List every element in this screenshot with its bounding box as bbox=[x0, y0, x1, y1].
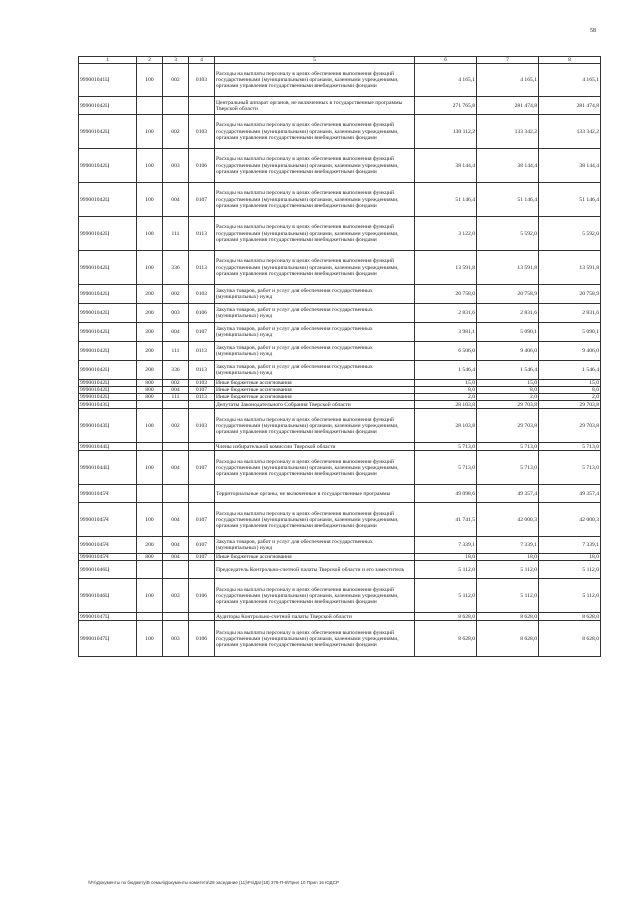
target-article-code: 999001046Ц bbox=[79, 561, 137, 579]
ministry-code bbox=[163, 613, 189, 621]
table-row bbox=[79, 443, 601, 451]
target-article-code: 999001047Ц bbox=[79, 613, 137, 621]
amount-year-2: 49 357,4 bbox=[477, 485, 539, 503]
amount-year-3: 49 357,4 bbox=[539, 485, 601, 503]
amount-year-2: 2 831,6 bbox=[477, 304, 539, 323]
target-article-code: 999001042Ц bbox=[79, 304, 137, 323]
expense-type-code: 100 bbox=[137, 183, 163, 217]
target-article-code: 999001042Ц bbox=[79, 342, 137, 361]
amount-year-2: 42 000,3 bbox=[477, 503, 539, 537]
amount-year-1: 7 339,1 bbox=[415, 537, 477, 554]
section-code bbox=[189, 97, 215, 115]
ministry-code: 111 bbox=[163, 394, 189, 401]
expense-type-code: 800 bbox=[137, 394, 163, 401]
expense-type-code: 200 bbox=[137, 342, 163, 361]
ministry-code: 336 bbox=[163, 251, 189, 285]
section-code: 0107 bbox=[189, 554, 215, 561]
row-description: Расходы на выплаты персоналу в целях обеспечения выполнения функций государственными (муниципальными) органами, казенными учреждениями, органами управления государственными внебюджетными фондами bbox=[215, 579, 415, 613]
expense-type-code bbox=[137, 401, 163, 409]
target-article-code: 999001046Ц bbox=[79, 579, 137, 613]
table-row bbox=[79, 115, 601, 149]
ministry-code: 002 bbox=[163, 380, 189, 387]
table-row bbox=[79, 503, 601, 537]
amount-year-2: 9 406,0 bbox=[477, 342, 539, 361]
column-number-row bbox=[79, 57, 601, 64]
ministry-code: 002 bbox=[163, 115, 189, 149]
expense-type-code: 200 bbox=[137, 537, 163, 554]
row-description: Иные бюджетные ассигнования bbox=[215, 380, 415, 387]
section-code bbox=[189, 443, 215, 451]
amount-year-2: 5 090,1 bbox=[477, 323, 539, 342]
amount-year-2: 5 112,0 bbox=[477, 579, 539, 613]
column-number: 7 bbox=[477, 57, 539, 64]
section-code: 0113 bbox=[189, 361, 215, 380]
amount-year-1: 20 758,0 bbox=[415, 285, 477, 304]
table-row bbox=[79, 409, 601, 443]
expense-type-code: 100 bbox=[137, 217, 163, 251]
amount-year-2: 8 628,0 bbox=[477, 621, 539, 657]
amount-year-3: 5 713,0 bbox=[539, 443, 601, 451]
target-article-code: 999001045Ч bbox=[79, 485, 137, 503]
ministry-code bbox=[163, 443, 189, 451]
target-article-code: 999001043Ц bbox=[79, 401, 137, 409]
ministry-code bbox=[163, 485, 189, 503]
ministry-code: 002 bbox=[163, 409, 189, 443]
expense-type-code: 200 bbox=[137, 285, 163, 304]
column-number: 5 bbox=[215, 57, 415, 64]
amount-year-3: 29 703,8 bbox=[539, 401, 601, 409]
section-code: 0103 bbox=[189, 380, 215, 387]
ministry-code: 004 bbox=[163, 554, 189, 561]
row-description: Закупка товаров, работ и услуг для обеспечения государственных (муниципальных) нужд bbox=[215, 342, 415, 361]
amount-year-2: 13 591,8 bbox=[477, 251, 539, 285]
ministry-code bbox=[163, 561, 189, 579]
section-code: 0106 bbox=[189, 621, 215, 657]
expense-type-code: 100 bbox=[137, 251, 163, 285]
section-code: 0107 bbox=[189, 537, 215, 554]
expense-type-code: 200 bbox=[137, 304, 163, 323]
amount-year-2: 51 146,4 bbox=[477, 183, 539, 217]
target-article-code: 999001042Ц bbox=[79, 183, 137, 217]
table-row bbox=[79, 361, 601, 380]
table-row bbox=[79, 561, 601, 579]
amount-year-3: 18,0 bbox=[539, 554, 601, 561]
table-row bbox=[79, 387, 601, 394]
amount-year-1: 28 103,8 bbox=[415, 409, 477, 443]
row-description: Закупка товаров, работ и услуг для обеспечения государственных (муниципальных) нужд bbox=[215, 285, 415, 304]
target-article-code: 999001041Ц bbox=[79, 64, 137, 97]
section-code: 0107 bbox=[189, 387, 215, 394]
amount-year-1: 3 981,1 bbox=[415, 323, 477, 342]
amount-year-1: 38 144,4 bbox=[415, 149, 477, 183]
amount-year-2: 20 758,9 bbox=[477, 285, 539, 304]
expense-type-code bbox=[137, 485, 163, 503]
ministry-code: 003 bbox=[163, 621, 189, 657]
target-article-code: 999001042Ц bbox=[79, 323, 137, 342]
amount-year-3: 38 144,4 bbox=[539, 149, 601, 183]
table-row bbox=[79, 579, 601, 613]
section-code: 0113 bbox=[189, 394, 215, 401]
target-article-code: 999001042Ц bbox=[79, 394, 137, 401]
amount-year-2: 5 592,0 bbox=[477, 217, 539, 251]
amount-year-3: 20 758,9 bbox=[539, 285, 601, 304]
row-description: Расходы на выплаты персоналу в целях обеспечения выполнения функций государственными (муниципальными) органами, казенными учреждениями, органами управления государственными внебюджетными фондами bbox=[215, 409, 415, 443]
section-code bbox=[189, 485, 215, 503]
section-code: 0107 bbox=[189, 323, 215, 342]
column-number: 1 bbox=[79, 57, 137, 64]
amount-year-1: 51 146,4 bbox=[415, 183, 477, 217]
column-number: 2 bbox=[137, 57, 163, 64]
row-description: Иные бюджетные ассигнования bbox=[215, 394, 415, 401]
expense-type-code: 800 bbox=[137, 554, 163, 561]
row-description: Закупка товаров, работ и услуг для обеспечения государственных (муниципальных) нужд bbox=[215, 361, 415, 380]
amount-year-3: 2,0 bbox=[539, 394, 601, 401]
amount-year-1: 49 098,6 bbox=[415, 485, 477, 503]
section-code: 0113 bbox=[189, 251, 215, 285]
section-code: 0106 bbox=[189, 149, 215, 183]
row-description: Председатель Контрольно-счетной палаты Тверской области и его заместитель bbox=[215, 561, 415, 579]
table-row bbox=[79, 323, 601, 342]
target-article-code: 999001042Ц bbox=[79, 285, 137, 304]
section-code: 0107 bbox=[189, 183, 215, 217]
amount-year-2: 5 112,0 bbox=[477, 561, 539, 579]
table-row bbox=[79, 217, 601, 251]
amount-year-2: 281 474,8 bbox=[477, 97, 539, 115]
page-number: 58 bbox=[590, 28, 596, 34]
table-row bbox=[79, 613, 601, 621]
ministry-code: 002 bbox=[163, 64, 189, 97]
amount-year-3: 8 628,0 bbox=[539, 613, 601, 621]
section-code: 0107 bbox=[189, 451, 215, 485]
ministry-code: 003 bbox=[163, 579, 189, 613]
amount-year-1: 15,0 bbox=[415, 380, 477, 387]
section-code bbox=[189, 561, 215, 579]
expense-type-code: 100 bbox=[137, 64, 163, 97]
expense-type-code: 100 bbox=[137, 621, 163, 657]
file-path-footer: \\Fs\Документы по бюджету\Б семья\Документы комитета\28 заседание (11)\Fs\Дат(18) 378-П-6\Прил 10 Прил 16 ЮДСР bbox=[88, 880, 339, 885]
table-body bbox=[79, 64, 601, 657]
amount-year-1: 5 112,0 bbox=[415, 561, 477, 579]
expense-type-code bbox=[137, 561, 163, 579]
table-row bbox=[79, 97, 601, 115]
row-description: Расходы на выплаты персоналу в целях обеспечения выполнения функций государственными (муниципальными) органами, казенными учреждениями, органами управления государственными внебюджетными фондами bbox=[215, 183, 415, 217]
amount-year-1: 6 506,0 bbox=[415, 342, 477, 361]
amount-year-2: 8,0 bbox=[477, 387, 539, 394]
amount-year-3: 5 112,0 bbox=[539, 579, 601, 613]
target-article-code: 999001043Ц bbox=[79, 409, 137, 443]
ministry-code bbox=[163, 97, 189, 115]
amount-year-1: 5 112,0 bbox=[415, 579, 477, 613]
target-article-code: 999001042Ц bbox=[79, 361, 137, 380]
ministry-code: 002 bbox=[163, 285, 189, 304]
column-number: 4 bbox=[189, 57, 215, 64]
table-row bbox=[79, 342, 601, 361]
section-code: 0113 bbox=[189, 217, 215, 251]
amount-year-2: 18,0 bbox=[477, 554, 539, 561]
target-article-code: 999001042Ц bbox=[79, 387, 137, 394]
target-article-code: 999001042Ц bbox=[79, 251, 137, 285]
target-article-code: 999001044Ц bbox=[79, 443, 137, 451]
row-description: Расходы на выплаты персоналу в целях обеспечения выполнения функций государственными (муниципальными) органами, казенными учреждениями, органами управления государственными внебюджетными фондами bbox=[215, 251, 415, 285]
amount-year-2: 4 165,1 bbox=[477, 64, 539, 97]
amount-year-3: 4 165,1 bbox=[539, 64, 601, 97]
table-row bbox=[79, 451, 601, 485]
row-description: Расходы на выплаты персоналу в целях обеспечения выполнения функций государственными (муниципальными) органами, казенными учреждениями, органами управления государственными внебюджетными фондами bbox=[215, 621, 415, 657]
ministry-code: 003 bbox=[163, 304, 189, 323]
table-row bbox=[79, 401, 601, 409]
expense-type-code: 100 bbox=[137, 451, 163, 485]
row-description: Территориальные органы, не включенные в государственные программы bbox=[215, 485, 415, 503]
amount-year-2: 2,0 bbox=[477, 394, 539, 401]
amount-year-3: 8 628,0 bbox=[539, 621, 601, 657]
table-row bbox=[79, 621, 601, 657]
target-article-code: 999001042Ц bbox=[79, 115, 137, 149]
amount-year-3: 5 090,1 bbox=[539, 323, 601, 342]
amount-year-1: 5 713,0 bbox=[415, 451, 477, 485]
amount-year-3: 8,0 bbox=[539, 387, 601, 394]
row-description: Расходы на выплаты персоналу в целях обеспечения выполнения функций государственными (муниципальными) органами, казенными учреждениями, органами управления государственными внебюджетными фондами bbox=[215, 115, 415, 149]
expense-type-code: 200 bbox=[137, 323, 163, 342]
table-row bbox=[79, 394, 601, 401]
section-code: 0107 bbox=[189, 503, 215, 537]
table-row bbox=[79, 64, 601, 97]
amount-year-3: 51 146,4 bbox=[539, 183, 601, 217]
amount-year-3: 15,0 bbox=[539, 380, 601, 387]
expense-type-code: 800 bbox=[137, 387, 163, 394]
row-description: Центральный аппарат органов, не включенных в государственные программы Тверской области bbox=[215, 97, 415, 115]
row-description: Депутаты Законодательного Собрания Тверской области bbox=[215, 401, 415, 409]
target-article-code: 999001047Ц bbox=[79, 621, 137, 657]
budget-table bbox=[78, 56, 601, 657]
target-article-code: 999001044Ц bbox=[79, 451, 137, 485]
ministry-code: 004 bbox=[163, 503, 189, 537]
row-description: Расходы на выплаты персоналу в целях обеспечения выполнения функций государственными (муниципальными) органами, казенными учреждениями, органами управления государственными внебюджетными фондами bbox=[215, 149, 415, 183]
expense-type-code bbox=[137, 613, 163, 621]
section-code: 0103 bbox=[189, 285, 215, 304]
expense-type-code bbox=[137, 443, 163, 451]
amount-year-1: 3 122,0 bbox=[415, 217, 477, 251]
expense-type-code: 100 bbox=[137, 115, 163, 149]
ministry-code: 004 bbox=[163, 183, 189, 217]
row-description: Иные бюджетные ассигнования bbox=[215, 387, 415, 394]
amount-year-2: 15,0 bbox=[477, 380, 539, 387]
expense-type-code: 100 bbox=[137, 579, 163, 613]
row-description: Закупка товаров, работ и услуг для обеспечения государственных (муниципальных) нужд bbox=[215, 323, 415, 342]
section-code: 0106 bbox=[189, 304, 215, 323]
amount-year-2: 38 144,4 bbox=[477, 149, 539, 183]
column-number: 6 bbox=[415, 57, 477, 64]
target-article-code: 999001042Ц bbox=[79, 217, 137, 251]
table-row bbox=[79, 537, 601, 554]
ministry-code: 004 bbox=[163, 387, 189, 394]
table-row bbox=[79, 183, 601, 217]
amount-year-3: 13 591,8 bbox=[539, 251, 601, 285]
section-code bbox=[189, 613, 215, 621]
amount-year-3: 5 112,0 bbox=[539, 561, 601, 579]
amount-year-1: 18,0 bbox=[415, 554, 477, 561]
table-row bbox=[79, 285, 601, 304]
column-number: 8 bbox=[539, 57, 601, 64]
section-code bbox=[189, 401, 215, 409]
table-row bbox=[79, 485, 601, 503]
row-description: Закупка товаров, работ и услуг для обеспечения государственных (муниципальных) нужд bbox=[215, 304, 415, 323]
amount-year-2: 29 703,8 bbox=[477, 409, 539, 443]
amount-year-1: 13 591,8 bbox=[415, 251, 477, 285]
table-row bbox=[79, 149, 601, 183]
amount-year-1: 1 546,4 bbox=[415, 361, 477, 380]
section-code: 0103 bbox=[189, 115, 215, 149]
amount-year-1: 271 765,8 bbox=[415, 97, 477, 115]
target-article-code: 999001042Ц bbox=[79, 149, 137, 183]
target-article-code: 999001045Ч bbox=[79, 503, 137, 537]
table-row bbox=[79, 380, 601, 387]
expense-type-code bbox=[137, 97, 163, 115]
amount-year-3: 5 713,0 bbox=[539, 451, 601, 485]
ministry-code: 111 bbox=[163, 217, 189, 251]
amount-year-2: 8 628,0 bbox=[477, 613, 539, 621]
ministry-code: 004 bbox=[163, 323, 189, 342]
amount-year-3: 281 474,8 bbox=[539, 97, 601, 115]
ministry-code bbox=[163, 401, 189, 409]
target-article-code: 999001042Ц bbox=[79, 380, 137, 387]
amount-year-1: 2 831,6 bbox=[415, 304, 477, 323]
amount-year-3: 29 703,8 bbox=[539, 409, 601, 443]
amount-year-1: 2,0 bbox=[415, 394, 477, 401]
amount-year-3: 1 546,4 bbox=[539, 361, 601, 380]
ministry-code: 004 bbox=[163, 537, 189, 554]
amount-year-1: 4 165,1 bbox=[415, 64, 477, 97]
amount-year-3: 42 000,3 bbox=[539, 503, 601, 537]
expense-type-code: 100 bbox=[137, 149, 163, 183]
row-description: Иные бюджетные ассигнования bbox=[215, 554, 415, 561]
row-description: Члены избирательной комиссии Тверской области bbox=[215, 443, 415, 451]
amount-year-1: 5 713,0 bbox=[415, 443, 477, 451]
ministry-code: 003 bbox=[163, 149, 189, 183]
ministry-code: 336 bbox=[163, 361, 189, 380]
row-description: Расходы на выплаты персоналу в целях обеспечения выполнения функций государственными (муниципальными) органами, казенными учреждениями, органами управления государственными внебюджетными фондами bbox=[215, 217, 415, 251]
ministry-code: 004 bbox=[163, 451, 189, 485]
table-row bbox=[79, 554, 601, 561]
expense-type-code: 100 bbox=[137, 409, 163, 443]
amount-year-1: 28 103,8 bbox=[415, 401, 477, 409]
amount-year-3: 133 342,2 bbox=[539, 115, 601, 149]
target-article-code: 999001042Ц bbox=[79, 97, 137, 115]
table-row bbox=[79, 251, 601, 285]
amount-year-3: 2 831,6 bbox=[539, 304, 601, 323]
expense-type-code: 800 bbox=[137, 380, 163, 387]
amount-year-1: 130 112,2 bbox=[415, 115, 477, 149]
section-code: 0113 bbox=[189, 342, 215, 361]
amount-year-3: 9 406,0 bbox=[539, 342, 601, 361]
amount-year-2: 7 339,1 bbox=[477, 537, 539, 554]
table-row bbox=[79, 304, 601, 323]
amount-year-2: 1 546,4 bbox=[477, 361, 539, 380]
section-code: 0103 bbox=[189, 64, 215, 97]
ministry-code: 111 bbox=[163, 342, 189, 361]
target-article-code: 999001045Ч bbox=[79, 537, 137, 554]
expense-type-code: 200 bbox=[137, 361, 163, 380]
section-code: 0106 bbox=[189, 579, 215, 613]
row-description: Расходы на выплаты персоналу в целях обеспечения выполнения функций государственными (муниципальными) органами, казенными учреждениями, органами управления государственными внебюджетными фондами bbox=[215, 503, 415, 537]
amount-year-1: 8 628,0 bbox=[415, 613, 477, 621]
amount-year-2: 29 703,8 bbox=[477, 401, 539, 409]
amount-year-3: 7 339,1 bbox=[539, 537, 601, 554]
amount-year-3: 5 592,0 bbox=[539, 217, 601, 251]
amount-year-2: 133 342,2 bbox=[477, 115, 539, 149]
section-code: 0103 bbox=[189, 409, 215, 443]
target-article-code: 999001045Ч bbox=[79, 554, 137, 561]
column-number: 3 bbox=[163, 57, 189, 64]
row-description: Закупка товаров, работ и услуг для обеспечения государственных (муниципальных) нужд bbox=[215, 537, 415, 554]
amount-year-2: 5 713,0 bbox=[477, 443, 539, 451]
row-description: Расходы на выплаты персоналу в целях обеспечения выполнения функций государственными (муниципальными) органами, казенными учреждениями, органами управления государственными внебюджетными фондами bbox=[215, 64, 415, 97]
amount-year-1: 8,0 bbox=[415, 387, 477, 394]
amount-year-1: 41 741,5 bbox=[415, 503, 477, 537]
amount-year-2: 5 713,0 bbox=[477, 451, 539, 485]
expense-type-code: 100 bbox=[137, 503, 163, 537]
row-description: Расходы на выплаты персоналу в целях обеспечения выполнения функций государственными (муниципальными) органами, казенными учреждениями, органами управления государственными внебюджетными фондами bbox=[215, 451, 415, 485]
amount-year-1: 8 628,0 bbox=[415, 621, 477, 657]
row-description: Аудиторы Контрольно-счетной палаты Тверской области bbox=[215, 613, 415, 621]
